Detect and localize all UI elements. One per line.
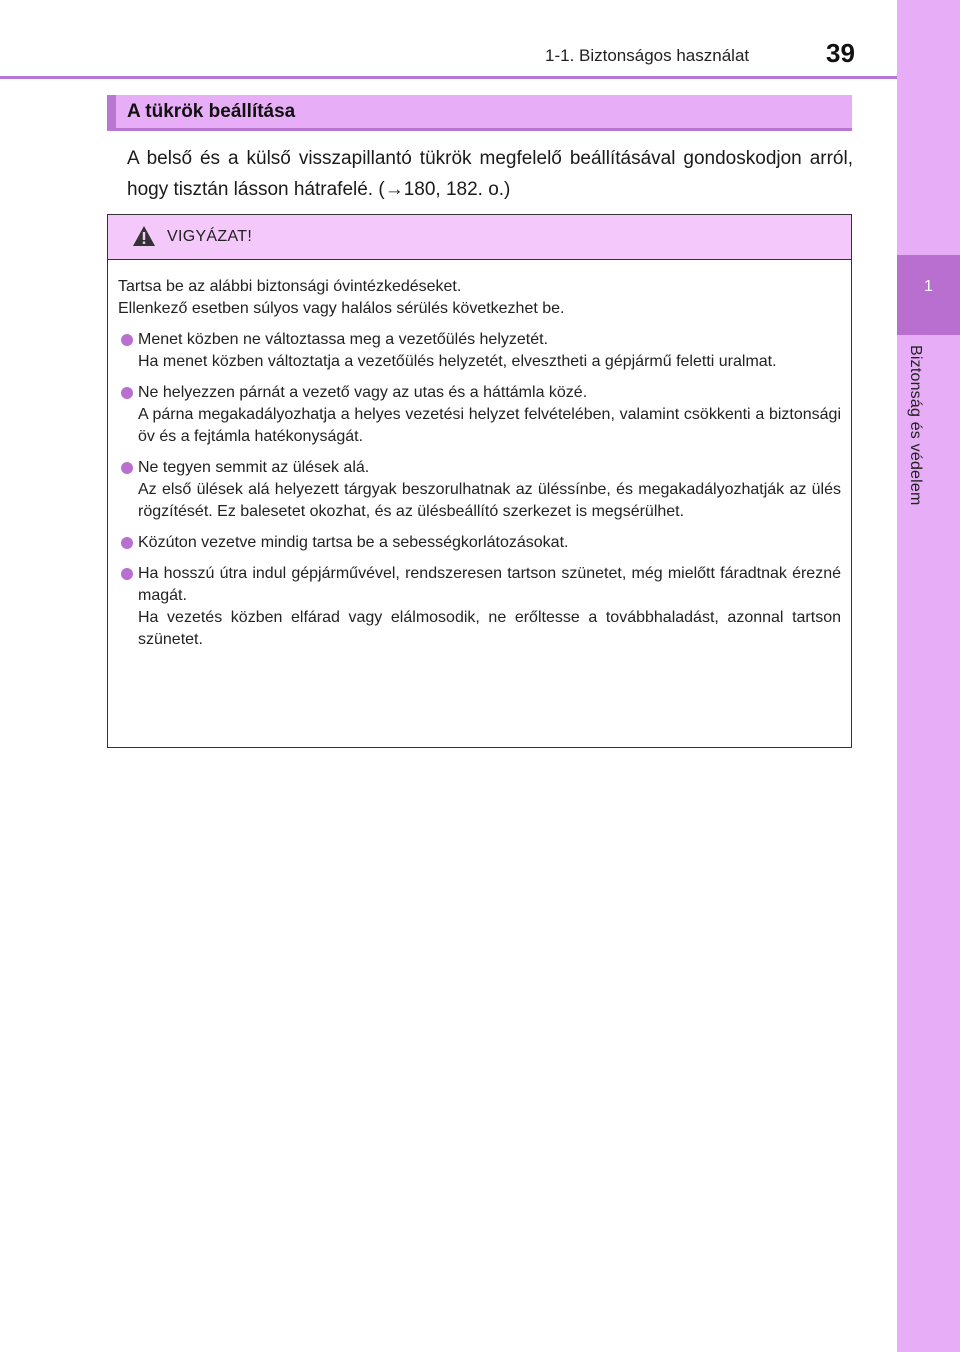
section-intro: A belső és a külső visszapillantó tükrök megfelelő beállításával gondoskodjon arról, hogy tisztán lásson hátrafelé. (→180, 182. o.) (127, 148, 853, 200)
bullet-icon (121, 537, 133, 549)
caution-item-headline: Ne tegyen semmit az ülések alá. (138, 459, 370, 476)
caution-item-detail: Ha vezetés közben elfárad vagy elálmosodik, ne erőltesse a továbbhaladást, azonnal tartson szünetet. (138, 609, 841, 648)
caution-item (118, 563, 841, 651)
caution-item (118, 382, 841, 448)
caution-header (108, 215, 851, 260)
header-divider (0, 76, 897, 79)
warning-triangle-icon (132, 225, 156, 252)
page-number: 39 (826, 38, 855, 68)
caution-item-headline: Ha hosszú útra indul gépjárművével, rendszeresen tartson szünetet, még mielőtt fáradtnak érezné magát. (138, 565, 841, 604)
caution-body (118, 276, 841, 651)
caution-item (118, 329, 841, 373)
caution-item-detail: A párna megakadályozhatja a helyes vezetési helyzet felvételében, valamint csökkenti a biztonsági öv és a fejtámla hatékonyságát. (138, 406, 841, 445)
caution-item-headline: Közúton vezetve mindig tartsa be a sebességkorlátozásokat. (138, 534, 569, 551)
bullet-icon (121, 334, 133, 346)
caution-intro-line: Tartsa be az alábbi biztonsági óvintézkedéseket. (118, 278, 462, 295)
caution-item (118, 457, 841, 523)
chapter-title: Biztonság és védelem (907, 345, 924, 506)
caution-item-headline: Ne helyezzen párnát a vezető vagy az utas és a háttámla közé. (138, 384, 588, 401)
section-title: A tükrök beállítása (127, 101, 296, 122)
caution-title: VIGYÁZAT! (167, 228, 253, 245)
section-heading-bar (107, 95, 116, 128)
bullet-icon (121, 568, 133, 580)
chapter-number: 1 (924, 278, 933, 295)
bullet-icon (121, 462, 133, 474)
caution-item-detail: Az első ülések alá helyezett tárgyak beszorulhatnak az üléssínbe, és megakadályozhatják az ülés rögzítését. Ez balesetet okozhat, és az ülésbeállító szerkezet is megsérülhet. (138, 481, 841, 520)
header-section-title: 1-1. Biztonságos használat (545, 46, 750, 65)
caution-box (107, 214, 852, 748)
caution-item-headline: Menet közben ne változtassa meg a vezetőülés helyzetét. (138, 331, 549, 348)
side-tab-strip (897, 0, 960, 1352)
caution-intro-line: Ellenkező esetben súlyos vagy halálos sérülés következhet be. (118, 300, 565, 317)
caution-item-detail: Ha menet közben változtatja a vezetőülés helyzetét, elvesztheti a gépjármű feletti uralmat. (138, 353, 777, 370)
bullet-icon (121, 387, 133, 399)
section-heading (107, 95, 852, 131)
caution-item (118, 532, 841, 554)
